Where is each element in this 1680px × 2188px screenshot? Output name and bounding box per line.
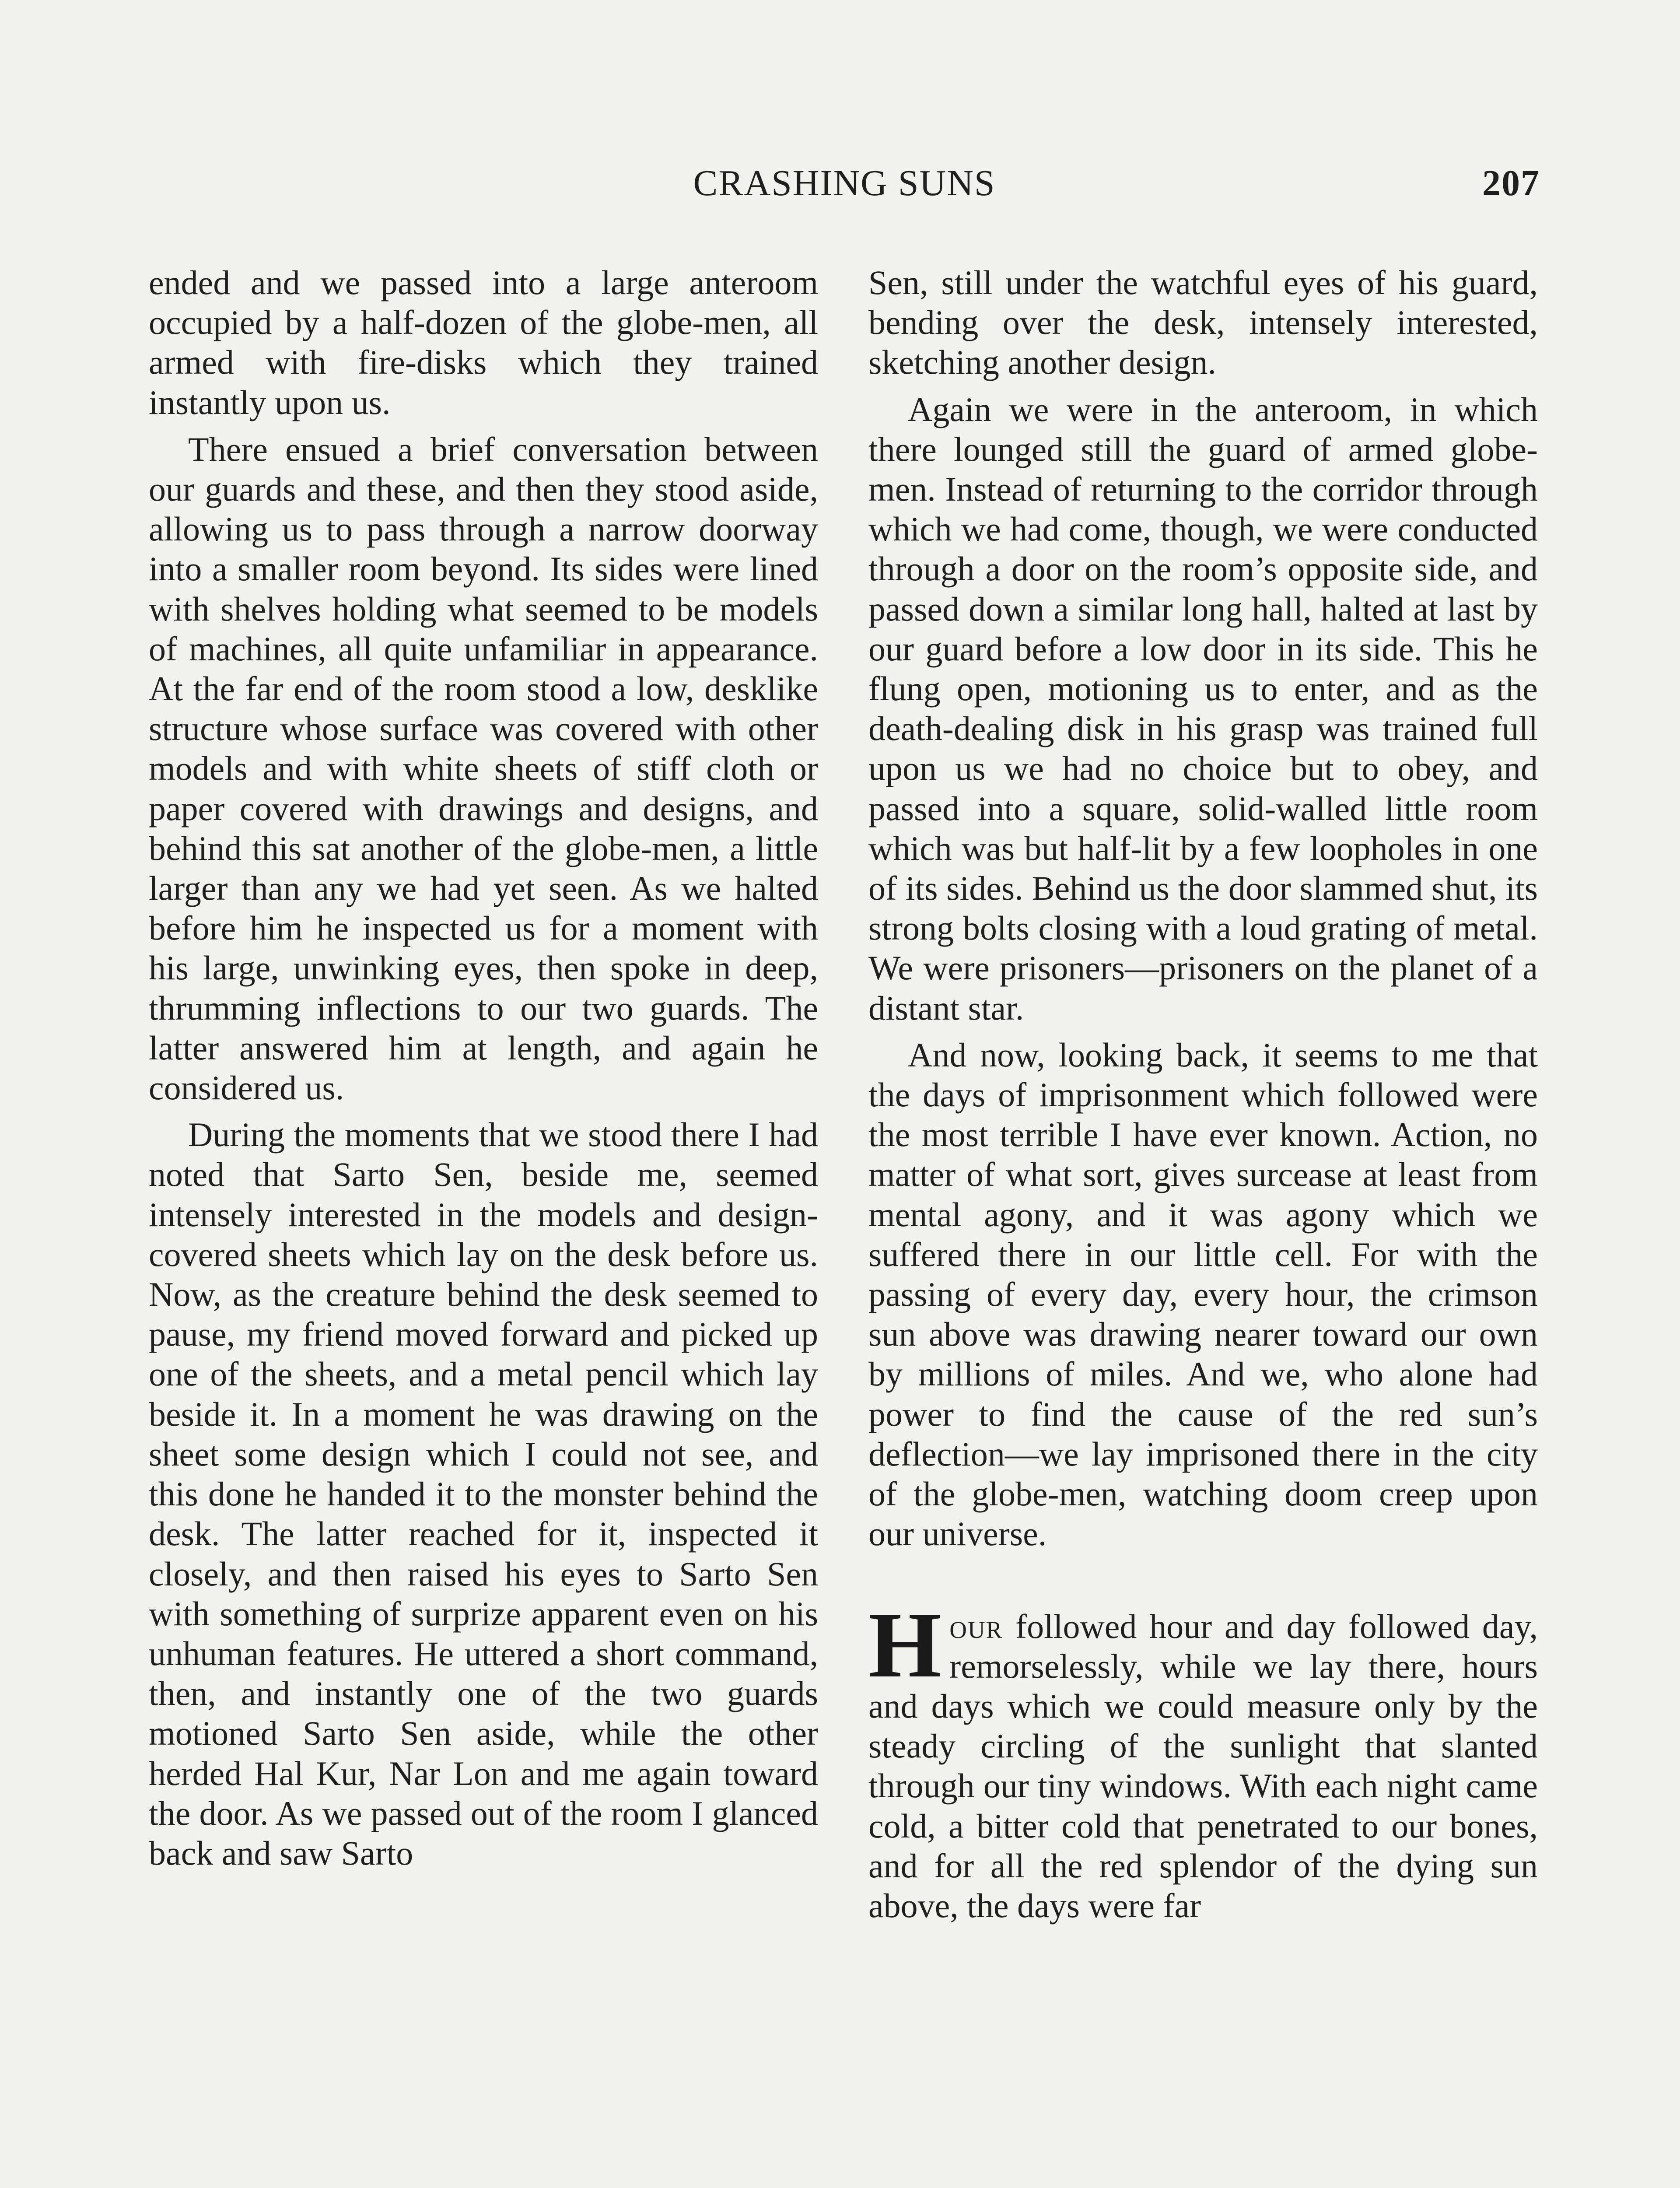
- paragraph: ended and we passed into a large anteroom occupied by a half-dozen of the globe-men, all armed with fire-disks which they trained instantly upon us.: [149, 263, 818, 421]
- running-title: CRASHING SUNS: [693, 163, 996, 203]
- section-opening-paragraph: [868, 1592, 1538, 1926]
- running-head: [149, 162, 1540, 210]
- left-column: [149, 263, 818, 1873]
- paragraph: Again we were in the anteroom, in which there lounged still the guard of armed globe-men. Instead of returning to the corridor through which we had come, though, we were conducted through a door on the room’s opposite side, and passed down a similar long hall, halted at last by our guard before a low door in its side. This he flung open, motioning us to enter, and as the death-dealing disk in his grasp was trained full upon us we had no choice but to obey, and passed into a square, solid-walled little room which was but half-lit by a few loopholes in one of its sides. Behind us the door slammed shut, its strong bolts closing with a loud grating of metal. We were prisoners—prisoners on the planet of a distant star.: [868, 390, 1538, 1027]
- paragraph: And now, looking back, it seems to me that the days of imprisonment which followed were the most terrible I have ever known. Action, no matter of what sort, gives surcease at least from mental agony, and it was agony which we suffered there in our little cell. For with the passing of every day, every hour, the crimson sun above was drawing nearer toward our own by millions of miles. And we, who alone had power to find the cause of the red sun’s deflection—we lay imprisoned there in the city of the globe-men, watching doom creep upon our universe.: [868, 1035, 1538, 1553]
- paragraph: There ensued a brief conversation between our guards and these, and then they stood aside, allowing us to pass through a narrow doorway into a smaller room beyond. Its sides were lined with shelves holding what seemed to be models of machines, all quite unfamiliar in appearance. At the far end of the room stood a low, desklike structure whose surface was covered with other models and with white sheets of stiff cloth or paper covered with drawings and designs, and behind this sat another of the globe-men, a little larger than any we had yet seen. As we halted before him he inspected us for a moment with his large, unwinking eyes, then spoke in deep, thrumming inflections to our two guards. The latter answered him at length, and again he considered us.: [149, 430, 818, 1107]
- page-number: 207: [1482, 163, 1540, 203]
- drop-cap: H: [868, 1592, 942, 1697]
- right-column: [868, 263, 1538, 1925]
- paragraph: Sen, still under the watchful eyes of his guard, bending over the desk, intensely interested, sketching another design.: [868, 263, 1538, 382]
- section-text: followed hour and day followed day, remorselessly, while we lay there, hours and days which we could measure only by the steady circling of the sunlight that slanted through our tiny windows. With each night came cold, a bitter cold that penetrated to our bones, and for all the red splendor of the dying sun above, the days were far: [868, 1607, 1538, 1925]
- small-caps-lead: our: [949, 1607, 1003, 1645]
- paragraph: During the moments that we stood there I had noted that Sarto Sen, beside me, seemed intensely interested in the models and design-covered sheets which lay on the desk before us. Now, as the creature behind the desk seemed to pause, my friend moved forward and picked up one of the sheets, and a metal pencil which lay beside it. In a moment he was drawing on the sheet some design which I could not see, and this done he handed it to the monster behind the desk. The latter reached for it, inspected it closely, and then raised his eyes to Sarto Sen with something of surprize apparent even on his unhuman features. He uttered a short command, then, and instantly one of the two guards motioned Sarto Sen aside, while the other herded Hal Kur, Nar Lon and me again toward the door. As we passed out of the room I glanced back and saw Sarto: [149, 1115, 818, 1872]
